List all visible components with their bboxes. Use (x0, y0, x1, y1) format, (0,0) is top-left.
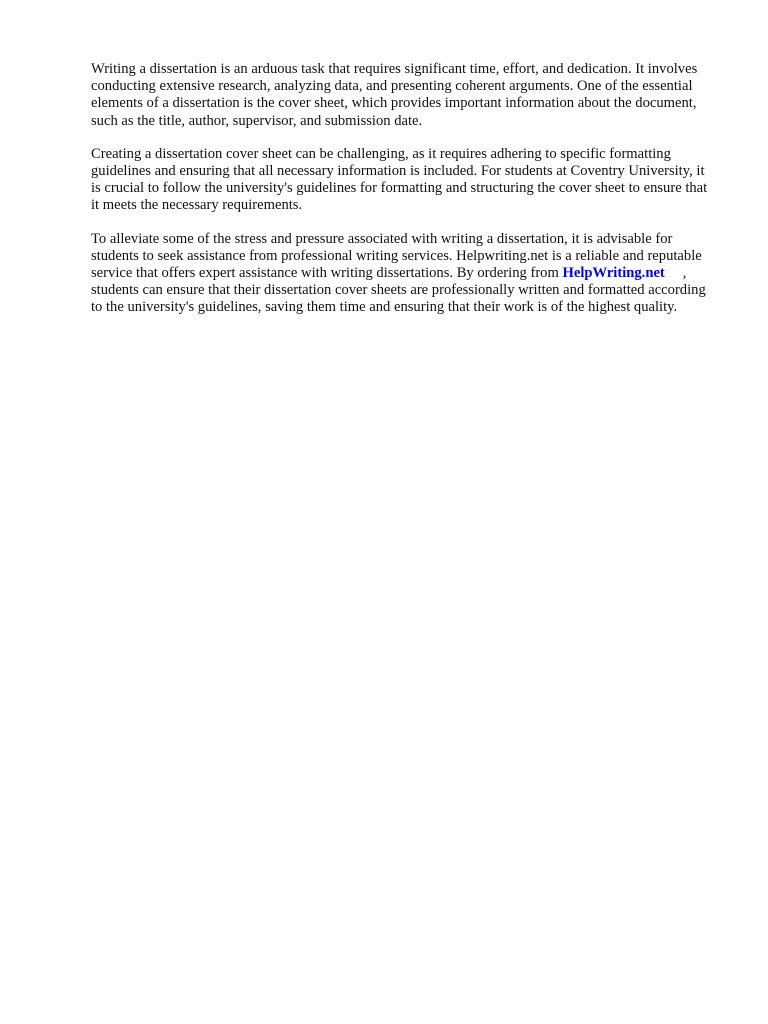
paragraph-cover-sheet: Creating a dissertation cover sheet can be challenging, as it requires adhering to specific formatting guidelines and ensuring that all necessary information is included. For students at Coventry University, it is crucial to follow the university's guidelines for formatting and structuring the cover sheet to ensure that it meets the necessary requirements. (91, 145, 708, 214)
paragraph-assistance (91, 231, 717, 317)
paragraph-assistance-text-before: To alleviate some of the stress and pressure associated with writing a dissertation, it is advisable for students to seek assistance from professional writing services. Helpwriting.net is a reliable and reputable service that offers expert assistance with writing dissertations. By ordering from (91, 230, 702, 282)
paragraph-assistance-text-after: , students can ensure that their dissertation cover sheets are professionally written and formatted according to the university's guidelines, saving them time and ensuring that their work is of the highest quality. (91, 265, 706, 316)
helpwriting-link[interactable]: HelpWriting.net (562, 265, 665, 282)
document-body (91, 61, 717, 333)
paragraph-intro: Writing a dissertation is an arduous task that requires significant time, effort, and dedication. It involves conducting extensive research, analyzing data, and presenting coherent arguments. One of the essential elements of a dissertation is the cover sheet, which provides important information about the document, such as the title, author, supervisor, and submission date. (91, 61, 698, 129)
